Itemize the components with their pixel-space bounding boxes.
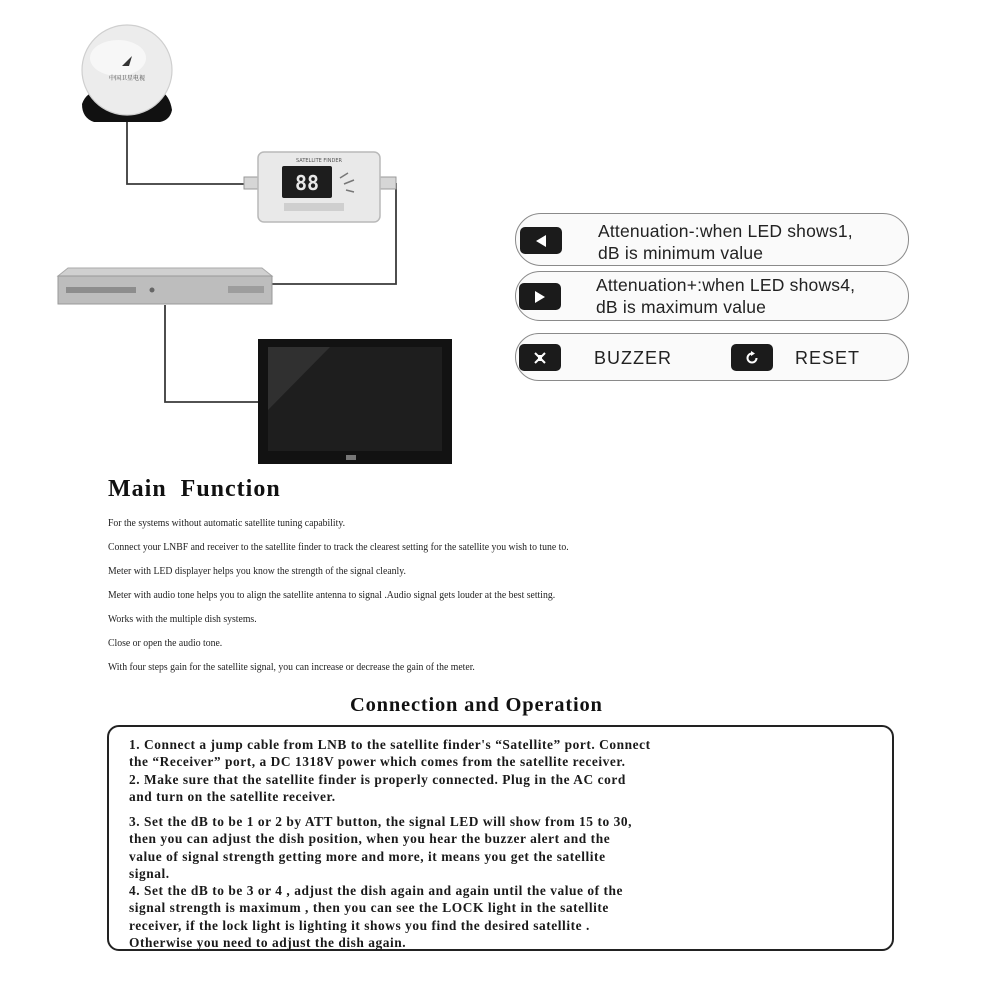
buzzer-reset-legend <box>515 333 909 381</box>
finder-led-display: 88 <box>294 171 320 195</box>
buzzer-label: BUZZER <box>594 348 672 368</box>
list-item: For the systems without automatic satellite tuning capability. <box>108 518 346 529</box>
reset-icon <box>744 350 760 366</box>
step-item: 3. Set the dB to be 1 or 2 by ATT button, the signal LED will show from 15 to 30, then you can adjust the dish position, when you hear the buzzer alert and the value of signal strength getting more and more, it means you get the satellite signal. <box>129 814 632 882</box>
finder-panel-label: SATELLITE FINDER <box>296 158 342 164</box>
list-item: Meter with audio tone helps you to align the satellite antenna to signal .Audio signal gets louder at the best setting. <box>108 590 556 601</box>
attenuation-plus-line1: Attenuation+:when LED shows4, <box>596 275 856 295</box>
list-item: Close or open the audio tone. <box>108 638 223 649</box>
reset-label: RESET <box>795 348 861 368</box>
television <box>258 339 452 464</box>
attenuation-plus-button[interactable] <box>519 283 561 310</box>
step-item: 2. Make sure that the satellite finder is properly connected. Plug in the AC cord and turn on the satellite receiver. <box>129 772 626 805</box>
step-item: 4. Set the dB to be 3 or 4 , adjust the dish again and again until the value of the signal strength is maximum , then you can see the LOCK light in the satellite receiver, if the lock light is lighting it shows you find the desired satellite . Otherwise you need to adjust the dish again. <box>129 883 624 951</box>
reset-button[interactable] <box>731 344 773 371</box>
connection-steps-box <box>107 725 894 951</box>
dish-logo-text: 中国卫星电视 <box>108 75 146 82</box>
attenuation-minus-line2: dB is minimum value <box>598 243 764 263</box>
attenuation-plus-line2: dB is maximum value <box>596 297 767 317</box>
connection-title: Connection and Operation <box>350 694 603 716</box>
attenuation-plus-legend <box>515 271 909 321</box>
satellite-finder <box>244 152 396 222</box>
buzzer-button[interactable] <box>519 344 561 371</box>
main-function-list <box>108 517 628 685</box>
list-item: Works with the multiple dish systems. <box>108 614 257 625</box>
triangle-right-icon <box>532 289 548 305</box>
list-item: Meter with LED displayer helps you know the strength of the signal cleanly. <box>108 566 406 577</box>
satellite-dish <box>82 25 172 122</box>
attenuation-minus-legend <box>515 213 909 266</box>
speaker-mute-icon <box>532 350 548 366</box>
list-item: Connect your LNBF and receiver to the satellite finder to track the clearest setting for the satellite you wish to tune to. <box>108 542 569 553</box>
attenuation-minus-button[interactable] <box>520 227 562 254</box>
main-function-title: Main Function <box>108 476 281 502</box>
connection-diagram <box>0 0 520 470</box>
list-item: With four steps gain for the satellite signal, you can increase or decrease the gain of the meter. <box>108 662 475 673</box>
satellite-receiver <box>58 268 272 304</box>
step-item: 1. Connect a jump cable from LNB to the satellite finder's “Satellite” port. Connect the “Receiver” port, a DC 1318V power which comes from the satellite receiver. <box>129 737 651 770</box>
triangle-left-icon <box>533 233 549 249</box>
attenuation-minus-line1: Attenuation-:when LED shows1, <box>598 221 853 241</box>
